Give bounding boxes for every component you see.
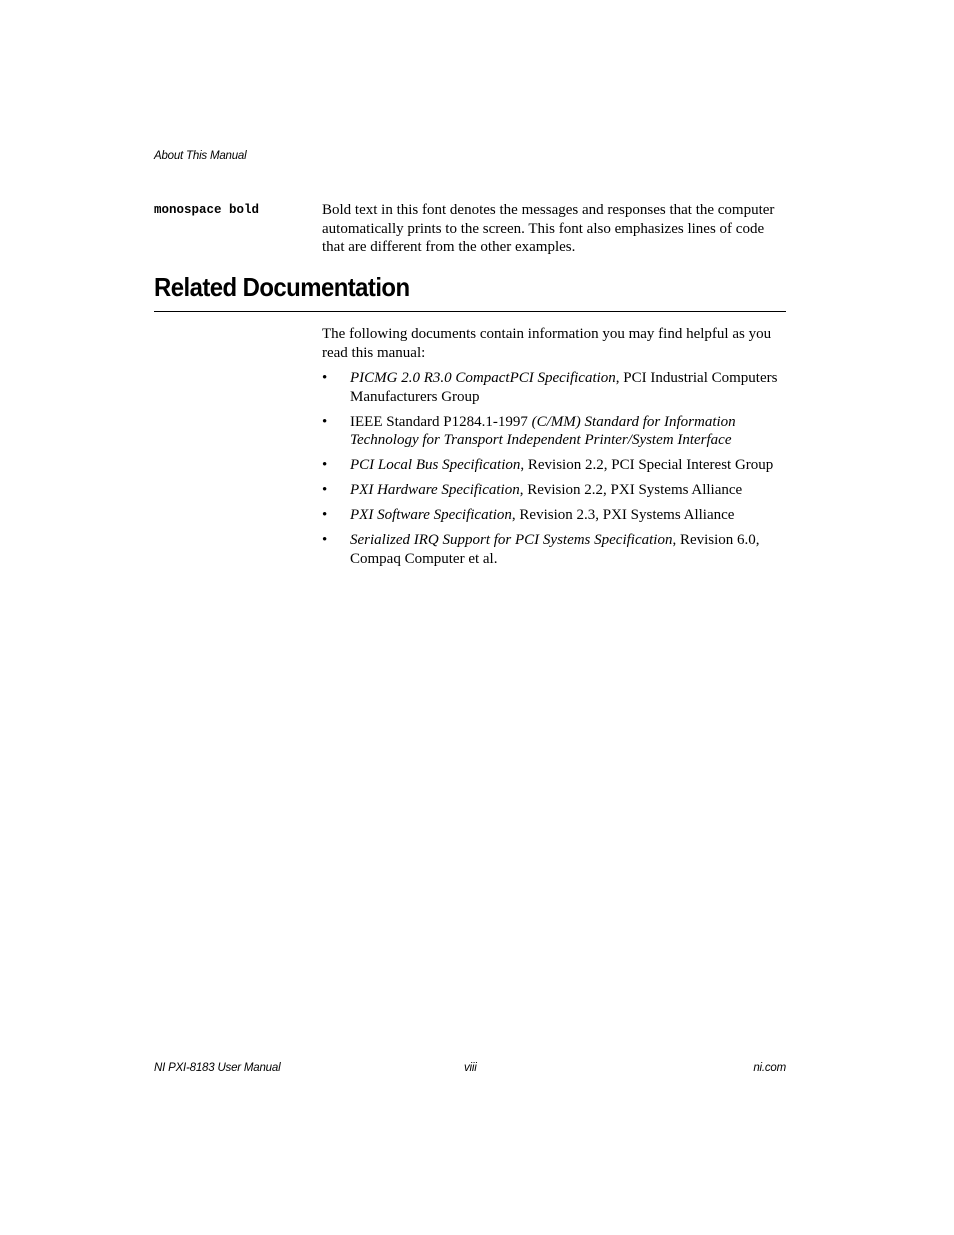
bullet-icon: • bbox=[322, 482, 328, 499]
document-details: , Revision 2.2, PXI Systems Alliance bbox=[519, 482, 743, 499]
running-head: About This Manual bbox=[154, 150, 247, 162]
list-item bbox=[322, 456, 788, 475]
document-title: (C/MM) Standard for Information Technology for Transport Independent Printer/System Interface bbox=[350, 413, 736, 449]
document-title: Serialized IRQ Support for PCI Systems Specification bbox=[350, 532, 673, 549]
bullet-icon: • bbox=[322, 370, 328, 386]
page-number: viii bbox=[464, 1062, 477, 1074]
related-documents-list bbox=[322, 369, 788, 575]
document-title: PICMG 2.0 R3.0 CompactPCI Specification bbox=[350, 370, 616, 386]
bullet-icon: • bbox=[322, 532, 328, 549]
document-title: PXI Software Specification bbox=[350, 507, 512, 524]
list-item bbox=[322, 369, 788, 406]
footer-manual-title: NI PXI-8183 User Manual bbox=[154, 1062, 281, 1074]
bullet-icon: • bbox=[322, 457, 328, 474]
document-details: , Revision 6.0, Compaq Computer et al. bbox=[350, 532, 760, 568]
document-details: , Revision 2.2, PCI Special Interest Group bbox=[520, 457, 774, 474]
document-prefix: IEEE Standard P1284.1-1997 bbox=[350, 413, 532, 430]
document-title: PCI Local Bus Specification bbox=[350, 457, 521, 474]
document-details: , Revision 2.3, PXI Systems Alliance bbox=[511, 507, 735, 524]
document-details: , PCI Industrial Computers Manufacturers Group bbox=[350, 370, 778, 405]
list-item bbox=[322, 506, 788, 525]
list-item bbox=[322, 531, 788, 568]
list-item bbox=[322, 413, 788, 450]
list-item bbox=[322, 481, 788, 500]
document-title: PXI Hardware Specification bbox=[350, 482, 520, 499]
section-divider bbox=[154, 311, 786, 312]
section-title: Related Documentation bbox=[154, 272, 410, 302]
convention-term: monospace bold bbox=[154, 203, 260, 217]
section-intro: The following documents contain information you may find helpful as you read this manual: bbox=[322, 326, 772, 361]
convention-description: Bold text in this font denotes the messages and responses that the computer automatically prints to the screen. This font also emphasizes lines of code that are different from the other examples. bbox=[322, 202, 775, 256]
bullet-icon: • bbox=[322, 413, 328, 430]
footer-website: ni.com bbox=[753, 1062, 786, 1074]
bullet-icon: • bbox=[322, 507, 328, 524]
